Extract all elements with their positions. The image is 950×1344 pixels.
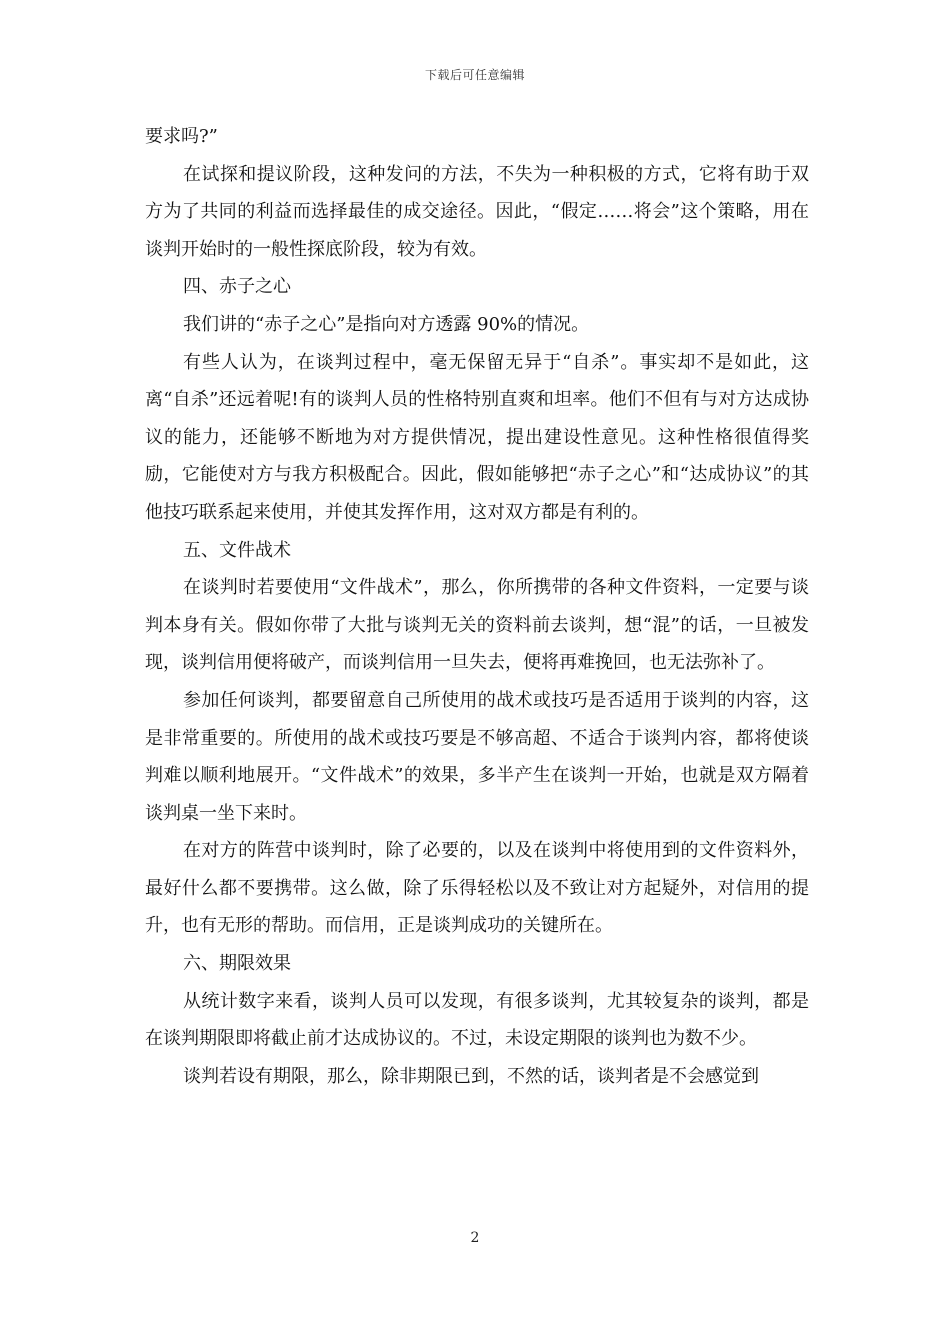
paragraph: 从统计数字来看，谈判人员可以发现，有很多谈判，尤其较复杂的谈判，都是在谈判期限即将截止前才达成协议的。不过，未设定期限的谈判也为数不少。 — [145, 990, 809, 1050]
section-heading: 六、期限效果 — [183, 953, 291, 975]
paragraph: 要求吗?” — [145, 126, 218, 147]
paragraph: 在对方的阵营中谈判时，除了必要的，以及在谈判中将使用到的文件资料外，最好什么都不要携带。这么做，除了乐得轻松以及不致让对方起疑外，对信用的提升，也有无形的帮助。而信用，正是谈判成功的关键所在。 — [145, 840, 809, 937]
document-body — [145, 118, 809, 1095]
paragraph: 有些人认为，在谈判过程中，毫无保留无异于“自杀”。事实却不是如此，这离“自杀”还远着呢!有的谈判人员的性格特别直爽和坦率。他们不但有与对方达成协议的能力，还能够不断地为对方提供情况，提出建设性意见。这种性格很值得奖励，它能使对方与我方积极配合。因此，假如能够把“赤子之心”和“达成协议”的其他技巧联系起来使用，并使其发挥作用，这对双方都是有利的。 — [145, 351, 809, 523]
paragraph: 参加任何谈判，都要留意自己所使用的战术或技巧是否适用于谈判的内容，这是非常重要的。所使用的战术或技巧要是不够高超、不适合于谈判内容，都将使谈判难以顺利地展开。“文件战术”的效果，多半产生在谈判一开始，也就是双方隔着谈判桌一坐下来时。 — [145, 689, 809, 824]
section-heading: 四、赤子之心 — [183, 276, 291, 298]
paragraph: 在谈判时若要使用“文件战术”，那么，你所携带的各种文件资料，一定要与谈判本身有关。假如你带了大批与谈判无关的资料前去谈判，想“混”的话，一旦被发现，谈判信用便将破产，而谈判信用一旦失去，便将再难挽回，也无法弥补了。 — [145, 577, 809, 674]
paragraph: 在试探和提议阶段，这种发问的方法，不失为一种积极的方式，它将有助于双方为了共同的利益而选择最佳的成交途径。因此，“假定……将会”这个策略，用在谈判开始时的一般性探底阶段，较为有效。 — [145, 163, 809, 260]
section-heading: 五、文件战术 — [183, 539, 291, 561]
page-number: 2 — [470, 1230, 480, 1246]
paragraph: 谈判若设有期限，那么，除非期限已到，不然的话，谈判者是不会感觉到 — [183, 1065, 759, 1087]
paragraph: 我们讲的“赤子之心”是指向对方透露 90%的情况。 — [183, 313, 590, 335]
page-header: 下载后可任意编辑 — [424, 68, 525, 82]
